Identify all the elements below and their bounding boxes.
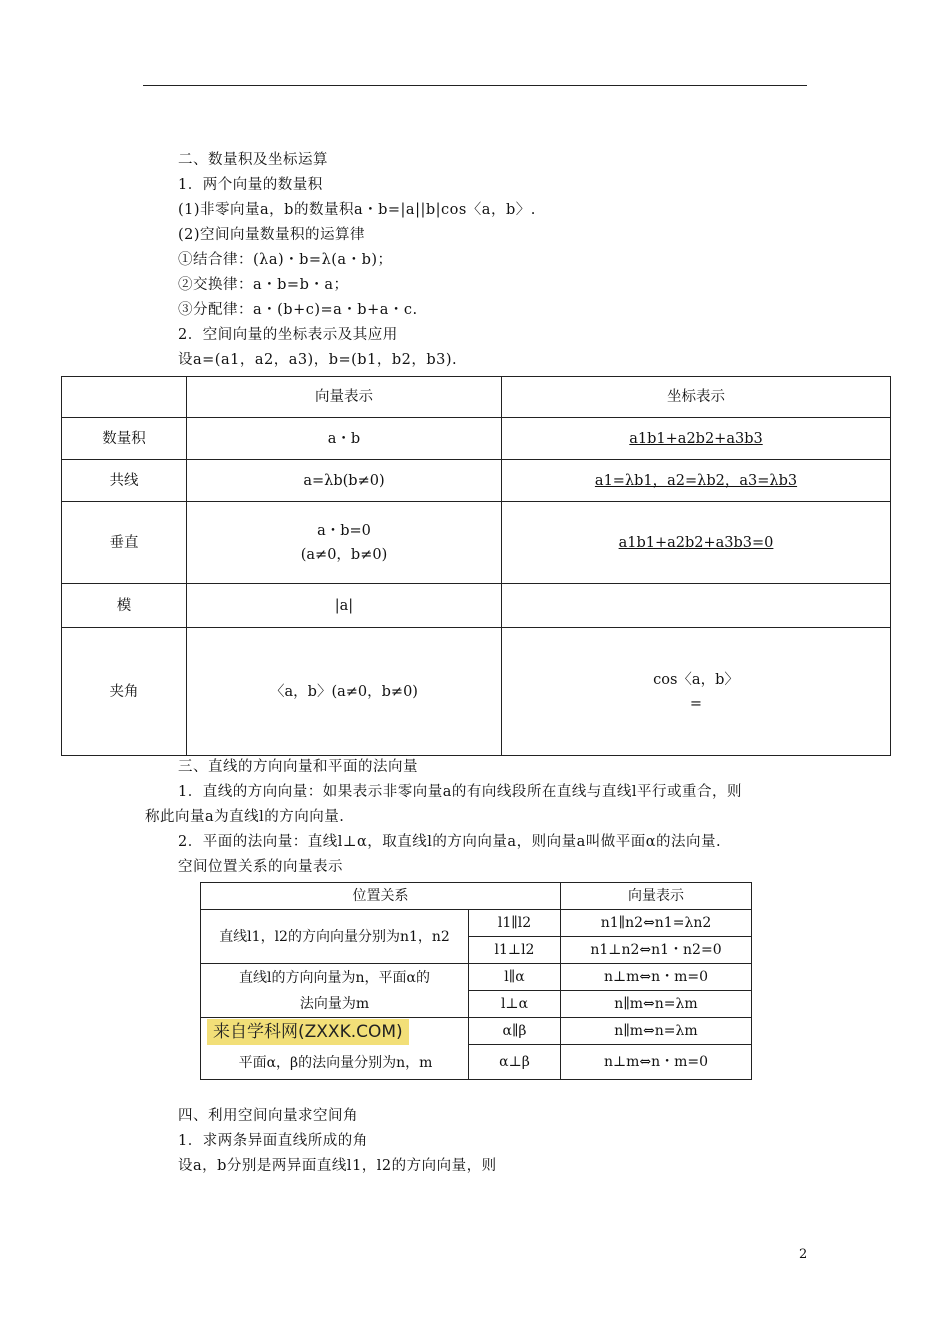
coordinate-cell: a1=λb1，a2=λb2，a3=λb3 bbox=[502, 460, 891, 502]
vector-cell: n⊥m⇔n・m=0 bbox=[561, 1045, 752, 1080]
relation-cell: l∥α bbox=[469, 964, 561, 991]
section4-p1: 设a，b分别是两异面直线l1，l2的方向向量，则 bbox=[178, 1158, 497, 1174]
relation-cell: l1∥l2 bbox=[469, 910, 561, 937]
table-row bbox=[62, 502, 891, 584]
vector-line: (a≠0，b≠0) bbox=[300, 546, 388, 563]
row-label: 夹角 bbox=[62, 628, 187, 756]
section3-p1a: 1．直线的方向向量：如果表示非零向量a的有向线段所在直线与直线l平行或重合，则 bbox=[178, 784, 743, 800]
position-relation-table bbox=[200, 882, 752, 1080]
coordinate-table bbox=[61, 376, 891, 756]
section4-sub1: 1．求两条异面直线所成的角 bbox=[178, 1133, 368, 1149]
group-label-line: 法向量为m bbox=[299, 995, 370, 1012]
law-commutative: ②交换律：a・b=b・a； bbox=[178, 277, 349, 293]
coordinate-line: = bbox=[689, 695, 703, 712]
vector-cell: n1∥n2⇔n1=λn2 bbox=[561, 910, 752, 937]
row-label: 模 bbox=[62, 584, 187, 628]
vector-cell: n1⊥n2⇔n1・n2=0 bbox=[561, 937, 752, 964]
section2-sub1: 1．两个向量的数量积 bbox=[178, 177, 323, 193]
watermark-text: 来自学科网(ZXXK.COM) bbox=[207, 1019, 409, 1045]
coordinate-cell: a1b1+a2b2+a3b3 bbox=[502, 418, 891, 460]
header-rule bbox=[143, 85, 807, 86]
table-header-cell: 向量表示 bbox=[561, 883, 752, 910]
relation-cell: l1⊥l2 bbox=[469, 937, 561, 964]
section3-p3: 空间位置关系的向量表示 bbox=[178, 859, 343, 875]
table-row bbox=[62, 628, 891, 756]
vector-cell: |a| bbox=[187, 584, 502, 628]
table-row bbox=[62, 418, 891, 460]
page-number: 2 bbox=[799, 1247, 808, 1262]
section3-heading: 三、直线的方向向量和平面的法向量 bbox=[178, 759, 418, 775]
coordinate-cell bbox=[502, 584, 891, 628]
section2-p2: (2)空间向量数量积的运算律 bbox=[178, 227, 366, 243]
watermark-stamp bbox=[207, 1019, 464, 1046]
section2-heading: 二、数量积及坐标运算 bbox=[178, 152, 328, 168]
group-label-line: 平面α，β的法向量分别为n，m bbox=[238, 1055, 433, 1071]
law-distributive: ③分配律：a・(b+c)=a・b+a・c. bbox=[178, 302, 418, 318]
group-label bbox=[201, 1018, 469, 1080]
group-label-line: 直线l的方向向量为n，平面α的 bbox=[239, 969, 430, 986]
relation-cell: α∥β bbox=[469, 1018, 561, 1045]
vector-cell bbox=[187, 502, 502, 584]
coordinate-line: cos〈a，b〉 bbox=[653, 671, 739, 688]
section2-p1: (1)非零向量a，b的数量积a・b=|a||b|cos〈a，b〉. bbox=[178, 202, 536, 218]
vector-cell: n⊥m⇔n・m=0 bbox=[561, 964, 752, 991]
table-row bbox=[201, 910, 752, 937]
law-associative: ①结合律：(λa)・b=λ(a・b)； bbox=[178, 252, 393, 268]
group-label: 直线l1，l2的方向向量分别为n1，n2 bbox=[201, 910, 469, 964]
coordinate-cell: a1b1+a2b2+a3b3=0 bbox=[502, 502, 891, 584]
table-header-row bbox=[201, 883, 752, 910]
table-header-row bbox=[62, 377, 891, 418]
row-label: 数量积 bbox=[62, 418, 187, 460]
section2-setup: 设a=(a1，a2，a3)，b=(b1，b2，b3). bbox=[178, 352, 458, 368]
vector-cell: n∥m⇔n=λm bbox=[561, 1018, 752, 1045]
vector-cell: n∥m⇔n=λm bbox=[561, 991, 752, 1018]
table-row bbox=[201, 964, 752, 991]
table-row bbox=[62, 584, 891, 628]
vector-cell: a・b bbox=[187, 418, 502, 460]
row-label: 垂直 bbox=[62, 502, 187, 584]
coordinate-cell bbox=[502, 628, 891, 756]
table-row bbox=[62, 460, 891, 502]
section3-p2: 2．平面的法向量：直线l⊥α，取直线l的方向向量a，则向量a叫做平面α的法向量. bbox=[178, 834, 722, 850]
relation-cell: α⊥β bbox=[469, 1045, 561, 1080]
vector-cell: 〈a，b〉(a≠0，b≠0) bbox=[187, 628, 502, 756]
relation-cell: l⊥α bbox=[469, 991, 561, 1018]
table-header-cell: 向量表示 bbox=[187, 377, 502, 418]
section2-sub2: 2．空间向量的坐标表示及其应用 bbox=[178, 327, 398, 343]
table-header-cell: 坐标表示 bbox=[502, 377, 891, 418]
row-label: 共线 bbox=[62, 460, 187, 502]
section4-heading: 四、利用空间向量求空间角 bbox=[178, 1108, 358, 1124]
table-row bbox=[201, 1018, 752, 1045]
vector-line: a・b=0 bbox=[317, 522, 371, 539]
group-label bbox=[201, 964, 469, 1018]
table-header-cell: 位置关系 bbox=[201, 883, 561, 910]
vector-cell: a=λb(b≠0) bbox=[187, 460, 502, 502]
section3-p1b: 称此向量a为直线l的方向向量. bbox=[145, 809, 345, 825]
table-header-cell bbox=[62, 377, 187, 418]
